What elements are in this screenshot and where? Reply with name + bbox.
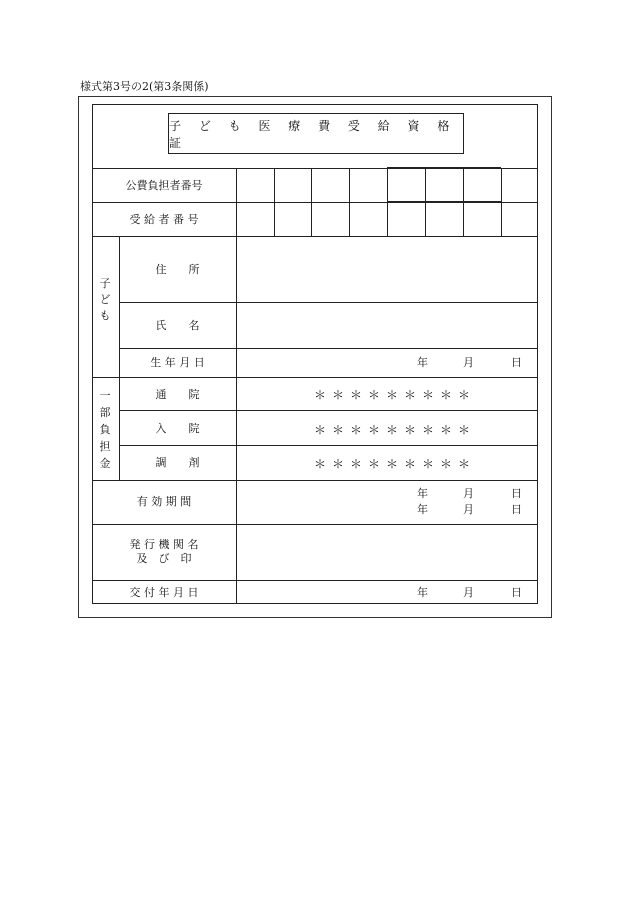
row-divider — [387, 201, 501, 203]
copay-group-label — [97, 387, 113, 472]
row-divider — [387, 167, 501, 169]
issue-year-unit: 年 — [417, 586, 428, 599]
issue-month-unit: 月 — [463, 586, 474, 599]
digit-cell-divider — [463, 168, 464, 236]
copay-group-text: 一 部 負 担 金 — [99, 389, 111, 470]
dispensing-label: 調 剤 — [155, 456, 200, 469]
issuer-label-line2: 及 び 印 — [136, 552, 192, 565]
outpatient-label: 通 院 — [155, 388, 200, 401]
row-divider — [119, 445, 538, 446]
row-divider — [119, 410, 538, 411]
birth-day-unit: 日 — [511, 356, 522, 369]
public-payer-number-label: 公費負担者番号 — [125, 179, 203, 192]
certificate-title: 子 ど も 医 療 費 受 給 資 格 証 — [168, 113, 464, 154]
issue-date-label: 交 付 年 月 日 — [129, 586, 199, 599]
validity-to-year-unit: 年 — [417, 503, 428, 516]
form-number: 様式第3号の2(第3条関係) — [80, 80, 209, 93]
issuer-label-line1: 発 行 機 関 名 — [129, 538, 199, 551]
inpatient-copay-value: ＊＊＊＊＊＊＊＊＊ — [314, 423, 477, 437]
validity-from-year-unit: 年 — [417, 487, 428, 500]
issue-day-unit: 日 — [511, 586, 522, 599]
child-group-label — [97, 276, 113, 324]
birth-date-label: 生 年 月 日 — [150, 356, 205, 369]
digit-cell-divider — [349, 168, 350, 236]
digit-cell-divider — [387, 168, 388, 236]
validity-from-day-unit: 日 — [511, 487, 522, 500]
row-divider — [92, 580, 538, 581]
recipient-number-label: 受 給 者 番 号 — [129, 213, 199, 226]
row-divider — [92, 377, 538, 378]
column-divider — [236, 168, 237, 604]
validity-to-month-unit: 月 — [463, 503, 474, 516]
digit-cell-divider — [311, 168, 312, 236]
digit-cell-divider — [425, 168, 426, 236]
digit-cell-divider — [274, 168, 275, 236]
birth-year-unit: 年 — [417, 356, 428, 369]
validity-period-label: 有 効 期 間 — [136, 495, 192, 508]
inpatient-label: 入 院 — [155, 422, 200, 435]
address-label: 住 所 — [155, 263, 200, 276]
row-divider — [92, 236, 538, 237]
row-divider — [119, 302, 538, 303]
name-label: 氏 名 — [155, 319, 200, 332]
row-divider — [119, 348, 538, 349]
digit-cell-divider — [501, 168, 502, 236]
row-divider — [92, 480, 538, 481]
validity-from-month-unit: 月 — [463, 487, 474, 500]
child-group-text: 子 ど も — [99, 277, 111, 322]
row-divider — [92, 524, 538, 525]
outpatient-copay-value: ＊＊＊＊＊＊＊＊＊ — [314, 388, 477, 402]
validity-to-day-unit: 日 — [511, 503, 522, 516]
birth-month-unit: 月 — [463, 356, 474, 369]
dispensing-copay-value: ＊＊＊＊＊＊＊＊＊ — [314, 457, 477, 471]
